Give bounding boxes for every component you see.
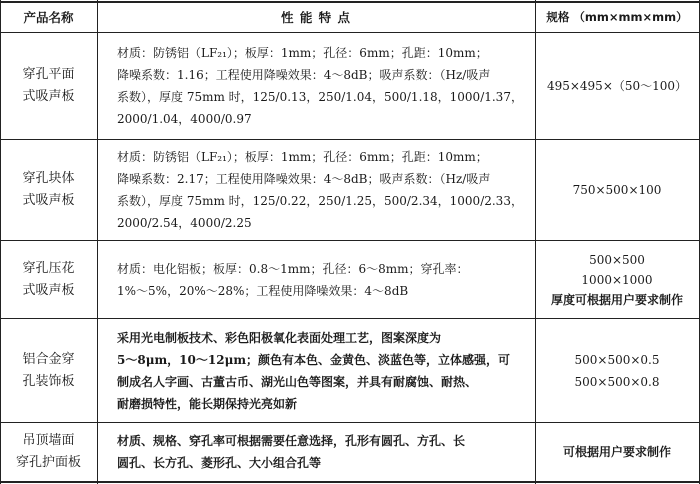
header-product-name-text: 产品名称 — [23, 10, 74, 25]
feature-line: 材质：防锈铝（LF₂₁）；板厚：1mm；孔径：6mm；孔距：10mm； — [117, 46, 488, 60]
table-row-spec — [535, 241, 699, 318]
feature-line: 5～8μm，10～12μm；颜色有本色、金黄色、淡蓝色等，立体感强，可 — [117, 352, 511, 367]
spec-line: 750×500×100 — [572, 183, 662, 197]
product-name-line: 穿孔压花 — [22, 260, 75, 276]
product-name-line: 穿孔平面 — [22, 67, 75, 82]
product-name-line: 吊顶墙面 — [22, 433, 75, 448]
table-row-features — [97, 241, 535, 318]
product-name-line: 穿孔块体 — [22, 171, 75, 186]
product-name-line: 穿孔护面板 — [15, 455, 81, 470]
table-row-spec — [535, 33, 699, 139]
table-row-name — [0, 241, 97, 318]
product-name-line: 式吸声板 — [22, 89, 75, 104]
spec-line: 495×495×（50～100） — [546, 79, 688, 93]
feature-line: 材质：电化铝板；板厚：0.8～1mm；孔径：6～8mm；穿孔率： — [117, 261, 469, 276]
table-row-spec — [535, 423, 699, 481]
feature-line: 制成名人字画、古董古币、湖光山色等图案，并具有耐腐蚀、耐热、 — [117, 374, 478, 389]
header-features-text: 性 能 特 点 — [280, 10, 352, 25]
table-row-features — [97, 319, 535, 422]
feature-line: 系数），厚度 75mm 时，125/0.13，250/1.04，500/1.18，1000/1.37， — [117, 90, 523, 104]
product-name-line: 铝合金穿 — [22, 351, 75, 367]
table-row-spec — [535, 140, 699, 240]
table-row-features — [97, 33, 535, 139]
table-row-name — [0, 140, 97, 240]
feature-line: 材质、规格、穿孔率可根据需要任意选择，孔形有圆孔、方孔、长 — [117, 434, 466, 448]
feature-line: 1%～5%，20%～28%；工程使用降噪效果：4～8dB — [117, 283, 409, 298]
table-row-features — [97, 140, 535, 240]
feature-line: 降噪系数：1.16；工程使用降噪效果：4～8dB；吸声系数：（Hz/吸声 — [117, 68, 491, 82]
spec-line: 500×500 — [589, 252, 645, 267]
header-product-name — [0, 2, 97, 32]
feature-line: 圆孔、长方孔、菱形孔、大小组合孔等 — [117, 456, 322, 470]
table-row-spec — [535, 319, 699, 422]
feature-line: 降噪系数：2.17；工程使用降噪效果：4～8dB；吸声系数：（Hz/吸声 — [117, 172, 491, 186]
spec-line: 500×500×0.8 — [574, 374, 660, 389]
feature-line: 2000/2.54，4000/2.25 — [117, 216, 252, 230]
spec-line: 厚度可根据用户要求制作 — [550, 292, 683, 307]
header-features — [97, 2, 535, 32]
spec-line: 1000×1000 — [581, 272, 653, 287]
table-row-features — [97, 423, 535, 481]
header-spec — [535, 2, 699, 32]
table-bottom-rule — [0, 481, 700, 483]
table-row-name — [0, 33, 97, 139]
feature-line: 2000/1.04，4000/0.97 — [117, 112, 252, 126]
feature-line: 耐磨损特性，能长期保持光亮如新 — [117, 396, 298, 411]
header-spec-text: 规格 （mm×mm×mm） — [546, 10, 688, 24]
spec-line: 可根据用户要求制作 — [562, 445, 671, 459]
spec-line: 500×500×0.5 — [574, 352, 660, 367]
table-row-name — [0, 319, 97, 422]
feature-line: 系数），厚度 75mm 时，125/0.22，250/1.25，500/2.34，1000/2.33， — [117, 194, 523, 208]
product-name-line: 孔装饰板 — [22, 373, 75, 389]
product-name-line: 式吸声板 — [22, 193, 75, 208]
product-name-line: 式吸声板 — [22, 282, 75, 298]
feature-line: 材质：防锈铝（LF₂₁）；板厚：1mm；孔径：6mm；孔距：10mm； — [117, 150, 488, 164]
feature-line: 采用光电制板技术、彩色阳极氧化表面处理工艺，图案深度为 — [117, 330, 442, 345]
table-row-name — [0, 423, 97, 481]
